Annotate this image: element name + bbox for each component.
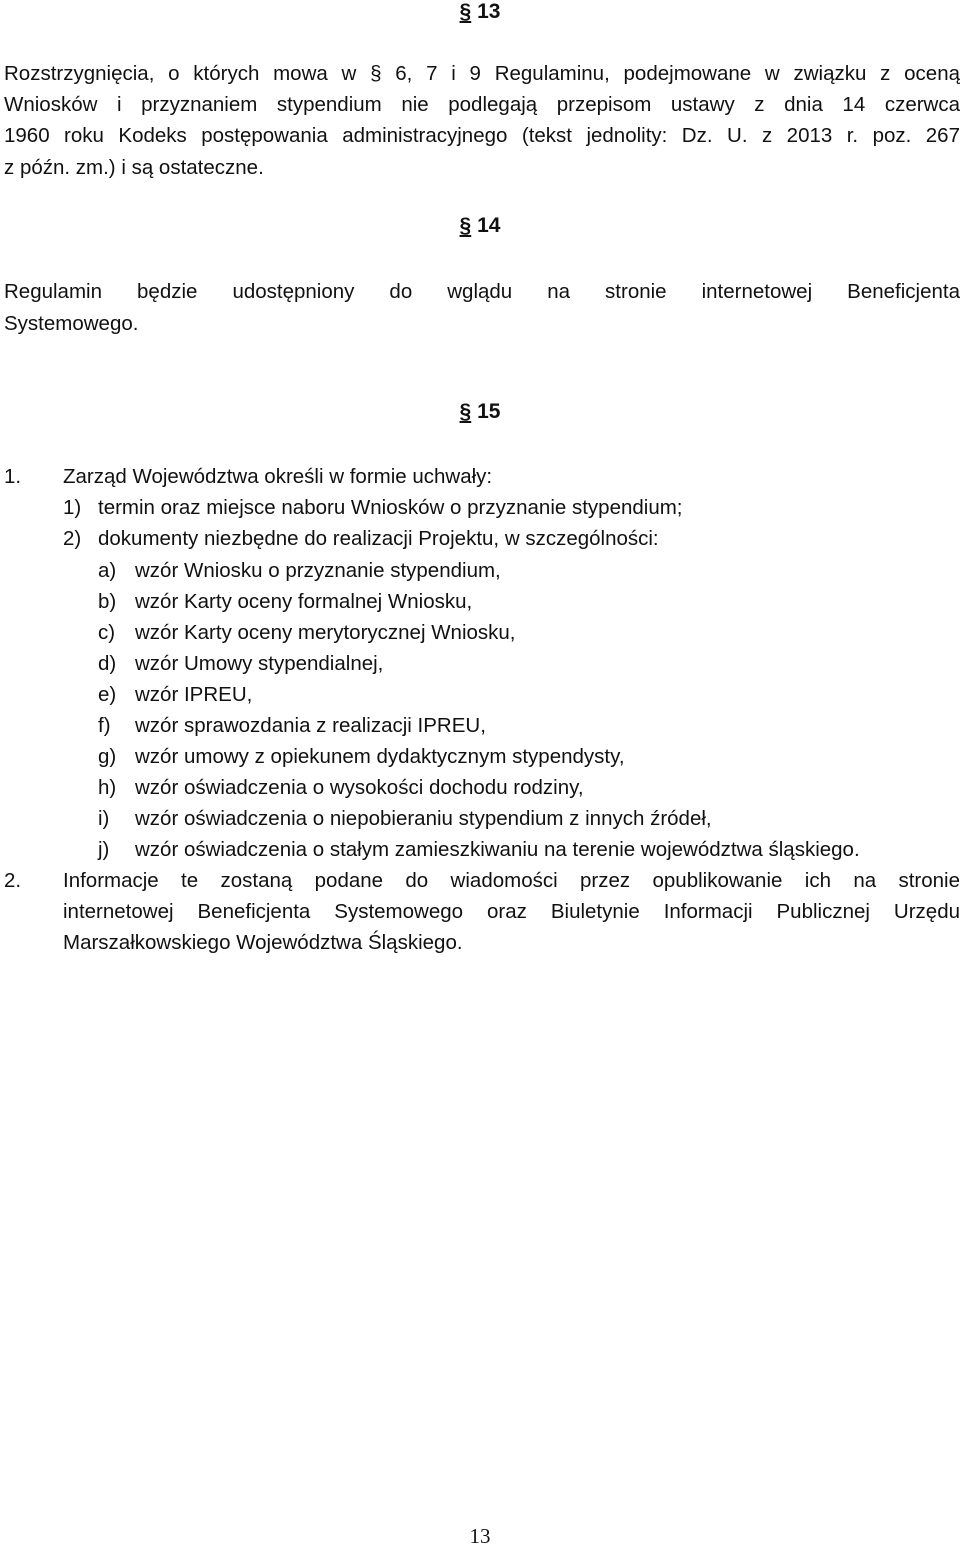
section-14-heading [0,214,960,238]
letter-item-text: wzór IPREU, [135,683,253,706]
subitem-number: 2) [63,527,82,550]
letter-item-text: wzór umowy z opiekunem dydaktycznym stypendysty, [135,745,625,768]
section-13-line-2: Wniosków i przyznaniem stypendium nie podlegają przepisom ustawy z dnia 14 czerwca [4,93,960,116]
section-number: 15 [477,400,501,423]
letter-item-text: wzór oświadczenia o stałym zamieszkiwaniu na terenie województwa śląskiego. [135,838,860,861]
letter-item-number: f) [98,714,111,737]
letter-item-number: d) [98,652,117,675]
letter-item-text: wzór Wniosku o przyznanie stypendium, [135,559,501,582]
section-symbol: § [459,214,472,237]
letter-item-number: a) [98,559,117,582]
letter-item-text: wzór sprawozdania z realizacji IPREU, [135,714,486,737]
letter-item-text: wzór Karty oceny merytorycznej Wniosku, [135,621,516,644]
subitem-number: 1) [63,496,82,519]
subitem-text: termin oraz miejsce naboru Wniosków o przyznanie stypendium; [98,496,683,519]
letter-item-number: i) [98,807,110,830]
section-15-heading [0,400,960,424]
section-symbol: § [459,400,472,423]
letter-item-text: wzór oświadczenia o niepobieraniu stypendium z innych źródeł, [135,807,712,830]
letter-item-number: g) [98,745,117,768]
item-2-line-1: Informacje te zostaną podane do wiadomości przez opublikowanie ich na stronie [63,869,960,892]
letter-item-text: wzór oświadczenia o wysokości dochodu rodziny, [135,776,584,799]
section-14-line-2: Systemowego. [4,312,139,335]
subitem-text: dokumenty niezbędne do realizacji Projektu, w szczególności: [98,527,659,550]
item-2-line-3: Marszałkowskiego Województwa Śląskiego. [63,931,463,954]
letter-item-number: h) [98,776,117,799]
letter-item-number: j) [98,838,110,861]
letter-item-number: e) [98,683,117,706]
section-symbol: § [459,0,472,23]
page-number: 13 [469,1524,491,1548]
item-number: 2. [4,869,22,892]
section-13-heading [0,0,960,24]
section-number: 13 [477,0,501,23]
letter-item-number: b) [98,590,117,613]
item-text: Zarząd Województwa określi w formie uchwały: [63,465,493,488]
letter-item-text: wzór Karty oceny formalnej Wniosku, [135,590,473,613]
item-number: 1. [4,465,22,488]
section-13-line-4: z późn. zm.) i są ostateczne. [4,156,264,179]
letter-item-text: wzór Umowy stypendialnej, [135,652,384,675]
item-2-line-2: internetowej Beneficjenta Systemowego oraz Biuletynie Informacji Publicznej Urzędu [63,900,960,923]
section-13-line-3: 1960 roku Kodeks postępowania administracyjnego (tekst jednolity: Dz. U. z 2013 r. poz. 267 [4,124,960,147]
section-13-line-1: Rozstrzygnięcia, o których mowa w § 6, 7 i 9 Regulaminu, podejmowane w związku z oceną [4,62,960,85]
letter-item-number: c) [98,621,116,644]
section-number: 14 [477,214,501,237]
item-2-text [63,865,960,958]
section-14-line-1: Regulamin będzie udostępniony do wglądu na stronie internetowej Beneficjenta [4,280,960,303]
